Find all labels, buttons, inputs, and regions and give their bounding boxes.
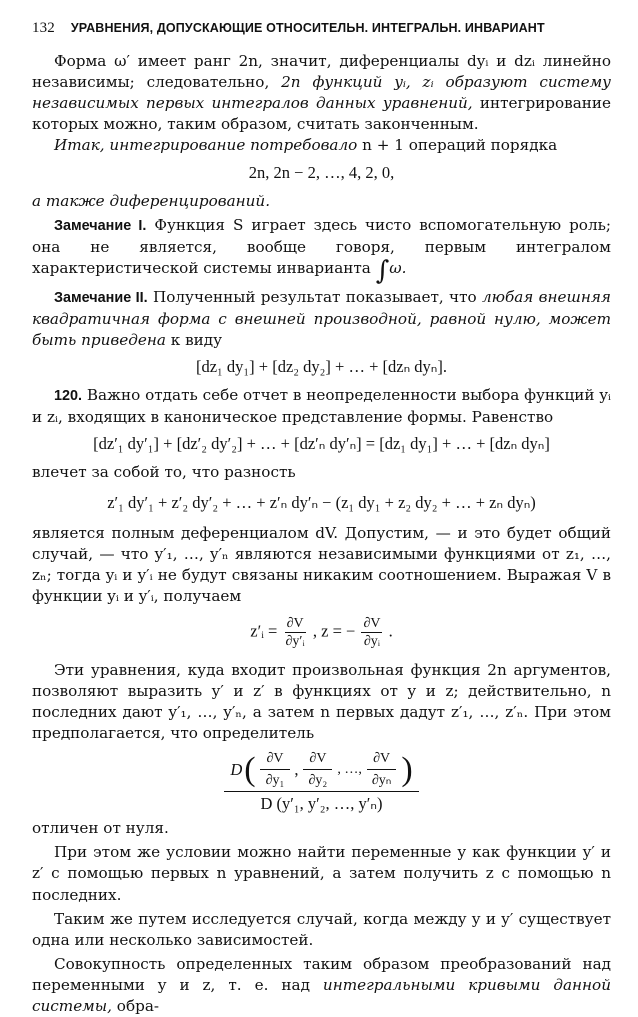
numerator: ∂V — [260, 750, 289, 770]
equation-end: . — [388, 621, 393, 641]
fraction — [260, 750, 291, 789]
italic-span: любая внешняя квадратичная форма с внешней производной, равной нулю, может быть приведена — [32, 287, 611, 350]
determinant-denominator: D (y′₁, y′₂, …, y′ₙ) — [260, 794, 383, 814]
jacobian-symbol: D — [230, 759, 243, 779]
equation-partial-derivatives — [32, 615, 611, 650]
paragraph-differentiation — [32, 191, 611, 212]
text-span: Полученный результат показывает, что — [147, 287, 482, 306]
remark-1-label: Замечание I. — [54, 217, 147, 234]
left-paren: ( — [244, 750, 256, 788]
fraction — [361, 615, 382, 650]
running-title: УРАВНЕНИЯ, ДОПУСКАЮЩИЕ ОТНОСИТЕЛЬН. ИНТЕГРАЛЬН. ИНВАРИАНТ — [70, 21, 545, 35]
fraction — [283, 615, 306, 650]
equation-lhs: , z = − — [312, 621, 356, 641]
page-header — [32, 18, 611, 39]
numerator: ∂V — [303, 750, 332, 770]
right-paren: ) — [401, 750, 413, 788]
paragraph-likewise: Таким же путем исследуется случай, когда между y и y′ существует одна или несколько зависимостей. — [32, 909, 611, 949]
text-span: Важно отдать себе отчет в неопределенности выбора функций yᵢ и zᵢ, входящих в каноническое представление формы. Равенство — [32, 386, 611, 427]
denominator: ∂yₙ — [371, 773, 392, 789]
integral-sign: ∫ — [375, 255, 390, 286]
section-120 — [32, 385, 611, 428]
equation-equality: [dz′₁ dy′₁] + [dz′₂ dy′₂] + … + [dz′ₙ dy′ₙ] = [dz₁ dy₁] + … + [dzₙ dyₙ] — [93, 434, 550, 454]
page-number: 132 — [32, 20, 55, 36]
text-span: Совокупность определенных таким образом преобразований над переменными y и z, т. е. над — [32, 954, 611, 994]
determinant-fraction — [224, 750, 418, 814]
italic-span: Итак, интегрирование потребовало — [54, 136, 358, 155]
fraction — [366, 750, 398, 789]
italic-span: ω. — [389, 258, 407, 277]
paragraph-rank — [32, 51, 611, 135]
italic-span: 2n функций yᵢ, zᵢ образуют систему независимых первых интегралов данных уравнений, — [32, 73, 611, 113]
denominator: ∂yᵢ — [363, 633, 381, 649]
text-span: Форма ω′ имеет ранг 2n, значит, диференциалы dyᵢ и dzᵢ линейно независимы; следовательно, — [32, 52, 611, 92]
denominator: ∂y′ᵢ — [285, 633, 305, 649]
equation-canonical-form: [dz₁ dy₁] + [dz₂ dy₂] + … + [dzₙ dyₙ]. — [195, 357, 447, 377]
paragraph-these-equations: Эти уравнения, куда входит произвольная функция 2n аргументов, позволяют выразить y′ и z′ в функциях от y и z; действительно, n последних дают y′₁, …, y′ₙ, а затем n первых дадут z′₁, …, z′ₙ. При этом предполагается, что определитель — [32, 660, 611, 743]
paragraph-transformations — [32, 954, 611, 1017]
determinant-numerator — [224, 750, 418, 792]
paragraph-same-condition: При этом же условии можно найти переменные y как функции y′ и z′ с помощью первых n уравнений, а затем получить z с помощью n последних. — [32, 843, 611, 904]
denominator: ∂y₂ — [308, 773, 328, 789]
text-span: n + 1 операций порядка — [357, 136, 558, 155]
text-span: интегрирование которых можно, таким образом, считать законченным. — [32, 94, 612, 134]
equation-lhs: z′ᵢ = — [250, 621, 278, 641]
numerator: ∂V — [363, 615, 381, 631]
paragraph-full-differential: является полным деференциалом dV. Допустим, — и это будет общий случай, — что y′₁, …, y′ₙ являются независимыми функциями от z₁, …, zₙ; тогда yᵢ и y′ᵢ не будут связаны никаким соотношением. Выражая V в функции yᵢ и y′ᵢ, получаем — [32, 523, 611, 605]
section-number: 120. — [54, 388, 83, 405]
remark-2-label: Замечание II. — [54, 289, 148, 306]
italic-span: а также диференцирований. — [32, 191, 271, 210]
equation-determinant — [32, 750, 611, 814]
numerator: ∂V — [367, 750, 396, 770]
remark-2 — [32, 287, 611, 351]
numerator: ∂V — [286, 615, 304, 631]
paragraph-implies: влечет за собой то, что разность — [32, 463, 296, 482]
ellipsis: , …, — [337, 761, 362, 777]
paragraph-integration — [32, 135, 611, 156]
remark-1 — [32, 215, 611, 286]
text-span: к виду — [165, 331, 223, 350]
denominator: ∂y₁ — [265, 773, 285, 789]
italic-span: интегральными кривыми данной системы, — [32, 975, 611, 1015]
fraction — [303, 750, 334, 789]
equation-difference: z′₁ dy′₁ + z′₂ dy′₂ + … + z′ₙ dy′ₙ − (z₁ dy₁ + z₂ dy₂ + … + zₙ dyₙ) — [107, 492, 536, 512]
paragraph-nonzero: отличен от нуля. — [32, 819, 169, 838]
text-span: обра- — [111, 997, 160, 1015]
equation-orders: 2n, 2n − 2, …, 4, 2, 0, — [248, 162, 395, 182]
separator: , — [294, 759, 299, 779]
text-span: Функция S играет здесь чисто вспомогательную роль; она не является, вообще говоря, первым интегралом характеристической системы инварианта — [32, 215, 611, 277]
